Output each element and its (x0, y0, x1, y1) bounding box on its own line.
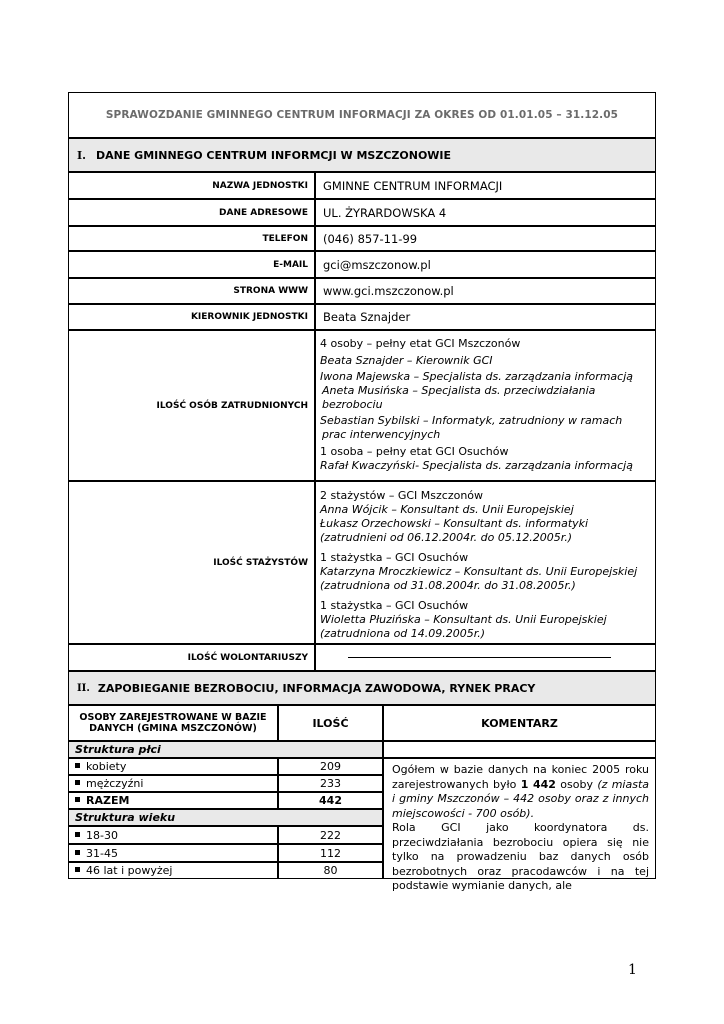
interns-group-3-line-1: Wioletta Płuzińska – Konsultant ds. Unii Europejskiej (320, 613, 607, 626)
interns-group-1-line-1: Anna Wójcik – Konsultant ds. Unii Europejskiej (320, 503, 574, 516)
bullet-icon (75, 850, 80, 855)
bullet-icon (75, 867, 80, 872)
comment-text: Ogółem w bazie danych na koniec 2005 roku zarejestrowanych było (392, 763, 649, 791)
row-value-manager: Beata Sznajder (315, 304, 656, 330)
employees-line-7: prac interwencyjnych (322, 428, 441, 441)
row-label: mężczyźni (86, 777, 144, 790)
table-value-age-18-30: 222 (278, 826, 383, 844)
table-row-age-46-plus (68, 862, 278, 879)
employees-line-9: Rafał Kwaczyński- Specjalista ds. zarządzania informacją (320, 459, 633, 472)
row-label: 46 lat i powyżej (86, 864, 173, 877)
comment-detail: (z miasta i gminy Mszczonów – 442 osoby oraz z innych miejscowości - 700 osób). (392, 777, 649, 820)
row-label-manager: KIEROWNIK JEDNOSTKI (68, 304, 315, 330)
interns-group-3-head: 1 stażystka – GCI Osuchów (320, 599, 469, 612)
employees-line-5: bezrobociu (322, 398, 383, 411)
interns-group-2-line-2: (zatrudniona od 31.08.2004r. do 31.08.2005r.) (320, 579, 576, 592)
section-1-title: DANE GMINNEGO CENTRUM INFORMCJI W MSZCZONOWIE (95, 148, 452, 162)
interns-group-2-line-1: Katarzyna Mroczkiewicz – Konsultant ds. Unii Europejskiej (320, 565, 638, 578)
row-label-name: NAZWA JEDNOSTKI (68, 172, 315, 199)
comment-spacer (383, 741, 656, 758)
employees-line-1: 4 osoby – pełny etat GCI Mszczonów (320, 337, 521, 350)
row-label-employees: ILOŚĆ OSÓB ZATRUDNIONYCH (68, 330, 315, 481)
page-number: 1 (628, 962, 637, 978)
section-2-header (68, 671, 656, 705)
row-label: 31-45 (86, 846, 118, 860)
table-header-quantity: ILOŚĆ (278, 705, 383, 741)
section-1-number: I. (77, 148, 86, 162)
row-value-www[interactable]: www.gci.mszczonow.pl (315, 278, 656, 304)
table-value-women: 209 (278, 758, 383, 775)
interns-group-2-head: 1 stażystka – GCI Osuchów (320, 551, 469, 564)
row-label-phone: TELEFON (68, 226, 315, 251)
interns-list (320, 489, 650, 641)
row-value-address: UL. ŻYRARDOWSKA 4 (315, 199, 656, 226)
bullet-icon (75, 797, 80, 802)
table-value-age-31-45: 112 (278, 844, 383, 862)
employees-line-6: Sebastian Sybilski – Informatyk, zatrudniony w ramach (320, 414, 623, 427)
row-label: RAZEM (86, 794, 130, 807)
comment-text: osoby (555, 777, 598, 791)
bullet-icon (75, 780, 80, 785)
interns-group-1-line-3: (zatrudnieni od 06.12.2004r. do 05.12.2005r.) (320, 531, 573, 544)
employees-list (320, 337, 650, 473)
report-title: SPRAWOZDANIE GMINNEGO CENTRUM INFORMACJI ZA OKRES OD 01.01.05 – 31.12.05 (68, 92, 656, 138)
row-label-interns: ILOŚĆ STAŻYSTÓW (68, 481, 315, 644)
bullet-icon (75, 763, 80, 768)
section-2-number: II. (77, 682, 90, 694)
comment-total-count: 1 442 (520, 777, 556, 791)
row-label: 18-30 (86, 828, 118, 842)
comment-paragraph-1 (392, 763, 649, 821)
row-value-name: GMINNE CENTRUM INFORMACJI (315, 172, 656, 199)
section-2-title: ZAPOBIEGANIE BEZROBOCIU, INFORMACJA ZAWODOWA, RYNEK PRACY (97, 681, 536, 695)
interns-group-1-line-2: Łukasz Orzechowski – Konsultant ds. informatyki (320, 517, 589, 530)
section-1-header (68, 138, 656, 172)
volunteers-dash-line (348, 657, 611, 658)
interns-group-3-line-2: (zatrudniona od 14.09.2005r.) (320, 627, 486, 640)
comment-paragraph-2: Rola GCI jako koordynatora ds. przeciwdziałania bezrobociu opiera się nie tylko na prowadzeniu baz danych osób bezrobotnych oraz pracodawców i na tej podstawie wymianie danych, ale (392, 821, 649, 892)
employees-line-4: Aneta Musińska – Specjalista ds. przeciwdziałania (322, 384, 596, 397)
row-label-www: STRONA WWW (68, 278, 315, 304)
row-label-email: E-MAIL (68, 251, 315, 278)
table-value-total: 442 (278, 792, 383, 809)
table-row-women (68, 758, 278, 775)
table-row-age-18-30 (68, 826, 278, 844)
table-row-age-31-45 (68, 844, 278, 862)
table-row-men (68, 775, 278, 792)
subheader-age: Struktura wieku (68, 809, 383, 826)
interns-group-1-head: 2 stażystów – GCI Mszczonów (320, 489, 484, 502)
comment-cell (383, 758, 656, 892)
row-label-volunteers: ILOŚĆ WOLONTARIUSZY (68, 644, 315, 671)
employees-line-8: 1 osoba – pełny etat GCI Osuchów (320, 445, 509, 458)
volunteers-value-box (315, 644, 656, 671)
table-row-total (68, 792, 278, 809)
employees-line-3: Iwona Majewska – Specjalista ds. zarządzania informacją (320, 370, 634, 383)
table-value-men: 233 (278, 775, 383, 792)
row-label: kobiety (86, 760, 127, 773)
table-header-registered: OSOBY ZAREJESTROWANE W BAZIE DANYCH (GMINA MSZCZONÓW) (68, 705, 278, 741)
row-value-email[interactable]: gci@mszczonow.pl (315, 251, 656, 278)
bullet-icon (75, 832, 80, 837)
row-value-phone: (046) 857-11-99 (315, 226, 656, 251)
subheader-gender: Struktura płci (68, 741, 383, 758)
table-header-comment: KOMENTARZ (383, 705, 656, 741)
table-value-age-46-plus: 80 (278, 862, 383, 879)
employees-line-2: Beata Sznajder – Kierownik GCI (320, 354, 493, 367)
row-label-address: DANE ADRESOWE (68, 199, 315, 226)
